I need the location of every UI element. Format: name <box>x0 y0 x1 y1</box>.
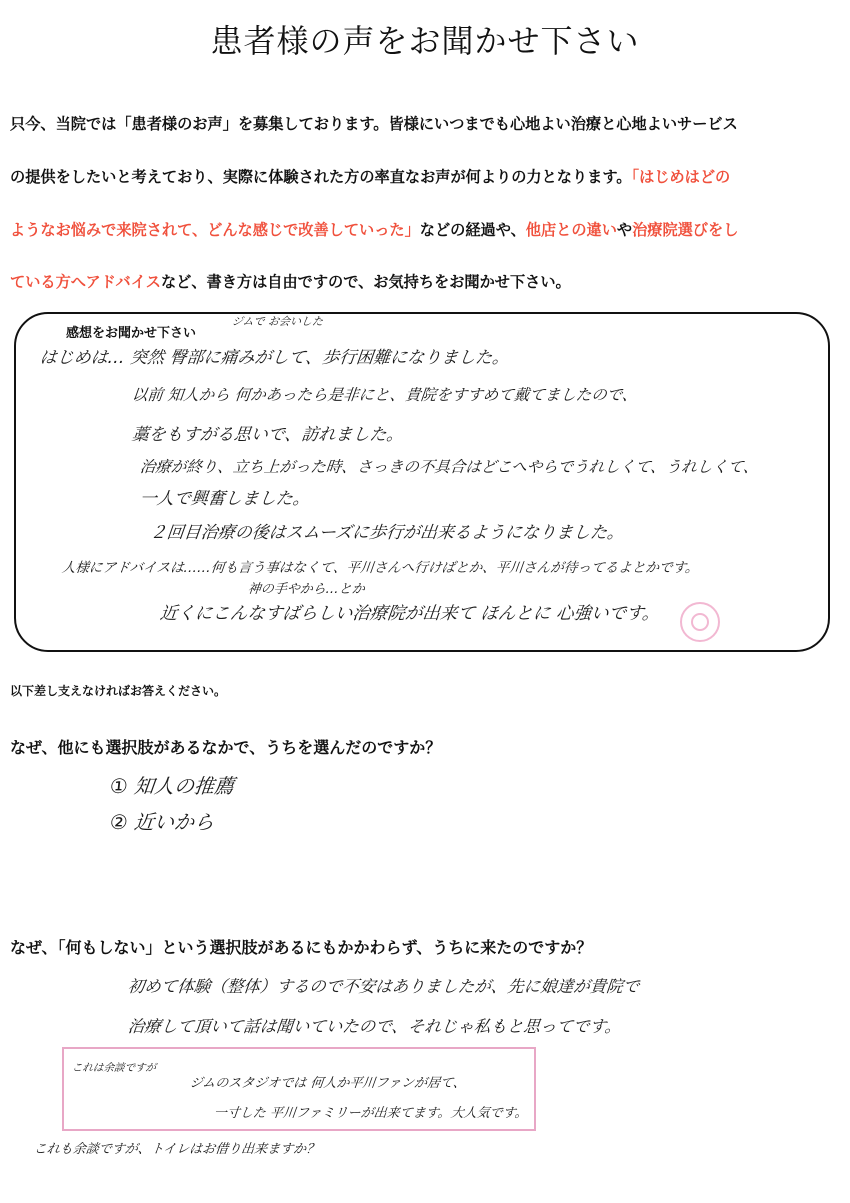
pink-stamp-mark <box>680 602 720 642</box>
handwritten-line: 藁をもすがる思いで、訪れました。 <box>130 425 405 445</box>
question-2: なぜ、「何もしない」という選択肢があるにもかかわらず、うちに来たのですか？ <box>10 938 593 957</box>
handwritten-line: はじめは… 突然 臀部に痛みがして、歩行困難になりました。 <box>38 348 511 368</box>
handwritten-line: 治療して頂いて話は聞いていたので、それじゃ私もと思ってです。 <box>126 1017 623 1036</box>
intro-line-2 <box>10 166 840 187</box>
intro-highlight: 治療院選びをし <box>632 221 739 239</box>
handwritten-line: 神の手やから…とか <box>247 582 366 597</box>
intro-text: や <box>616 221 633 239</box>
handwritten-line: 一寸した 平川ファミリーが出来てます。大人気です。 <box>213 1106 529 1121</box>
handwritten-line: ジムのスタジオでは 何人か平川ファンが居て、 <box>189 1076 467 1091</box>
intro-highlight: 「はじめはどの <box>631 168 731 186</box>
handwritten-line: 一人で興奮しました。 <box>138 489 311 509</box>
footer-note: これも余談ですが、トイレはお借り出来ますか？ <box>33 1142 320 1157</box>
intro-highlight: ている方へアドバイス <box>10 273 161 291</box>
handwritten-line: 以前 知人から 何かあったら是非にと、貴院をすすめて戴てましたので、 <box>130 386 639 404</box>
answer-2: ② 近いから <box>108 810 216 834</box>
margin-note: ジムで お会いした <box>231 315 324 328</box>
intro-line-4 <box>10 271 840 292</box>
handwritten-line: 治療が終り、立ち上がった時、さっきの不具合はどこへやらでうれしくて、うれしくて、 <box>138 458 760 476</box>
aside-intro: これは余談ですが <box>71 1062 157 1074</box>
intro-highlight: ようなお悩みで来院されて、どんな感じで改善していった」 <box>10 221 420 239</box>
impressions-label: 感想をお聞かせ下さい <box>66 326 197 341</box>
intro-line-3 <box>10 219 840 240</box>
question-1: なぜ、他にも選択肢があるなかで、うちを選んだのですか？ <box>10 738 442 757</box>
intro-text: の提供をしたいと考えており、実際に体験された方の率直なお声が何よりの力となります。 <box>10 168 632 186</box>
intro-text: など、書き方は自由ですので、お気持ちをお聞かせ下さい。 <box>160 273 571 291</box>
intro-highlight: 他店との違い <box>525 221 617 239</box>
page-title: 患者様の声をお聞かせ下さい <box>210 22 640 60</box>
handwritten-line: 近くにこんなすばらしい治療院が出来て ほんとに 心強いです。 <box>158 604 661 624</box>
intro-line-1: 只今、当院では「患者様のお声」を募集しております。皆様にいつまでも心地よい治療と心地よいサービス <box>10 115 738 133</box>
optional-note: 以下差し支えなければお答えください。 <box>10 684 227 698</box>
answer-1: ① 知人の推薦 <box>108 774 236 798</box>
handwritten-line: 人様にアドバイスは……何も言う事はなくて、平川さんへ行けばとか、平川さんが待ってるよとかです。 <box>60 560 700 576</box>
intro-text: などの経過や、 <box>419 221 526 239</box>
handwritten-line: 初めて体験（整体）するので不安はありましたが、先に娘達が貴院で <box>126 977 641 996</box>
handwritten-line: ２回目治療の後はスムーズに歩行が出来るようになりました。 <box>148 523 626 543</box>
